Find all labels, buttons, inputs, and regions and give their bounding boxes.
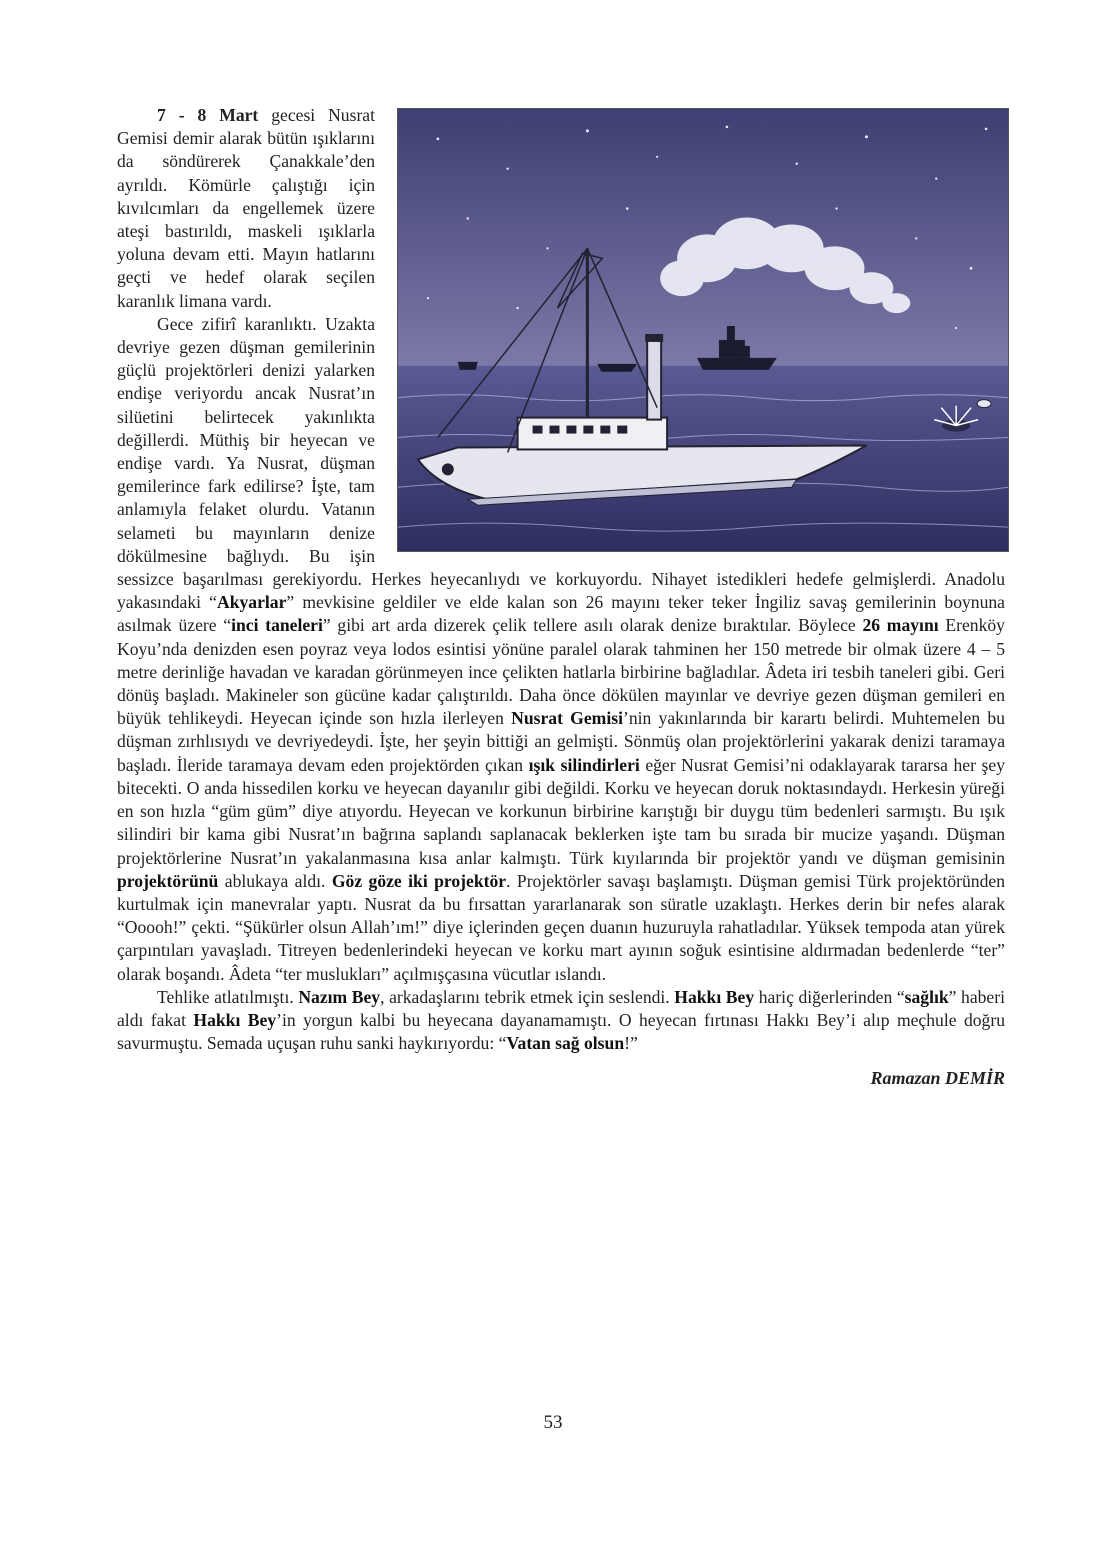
bold-term: Nazım Bey [298, 986, 381, 1007]
text-run: ’nin yakınlarında bir karartı belirdi. Muhtemelen bu düşman zırhlısıydı ve devriyedeydi. İşte, her şeyin bittiği an gelmişti. Sönmüş olan projektörlerini yakarak denizi taramaya başladı. İleride taramaya devam eden projektörden çıkan [117, 708, 1005, 775]
bold-term: sağlık [904, 986, 949, 1007]
text-run: gecesi Nusrat Gemisi demir alarak bütün ışıklarını da söndürerek Çanakkale’den ayrıldı. Kömürle çalıştığı için kıvılcımları da engellemek üzere ateşi bastırıldı, maskeli ışıklarla yoluna devam etti. Mayın hatlarını geçti ve hedef olarak seçilen karanlık limana vardı. [117, 105, 376, 311]
text-run: ’in yorgun kalbi bu heyecana dayanamamıştı. O heyecan fırtınası Hakkı Bey’i alıp meçhule doğru savurmuştu. Semada uçuşan ruhu sanki haykırıyordu: “ [117, 1009, 1006, 1054]
text-run: !” [624, 1033, 638, 1054]
text-run: ” haberi aldı fakat [117, 986, 1005, 1030]
nusrat-ship-illustration [397, 108, 1009, 552]
text-run: ablukaya aldı. [218, 870, 332, 891]
text-run: , arkadaşlarını tebrik etmek için seslendi. [380, 986, 675, 1007]
bold-term: 26 mayını [862, 615, 939, 636]
text-run: Erenköy Koyu’nda denizden esen poyraz veya lodos esintisi yönüne paralel olarak tahminen her 150 metrede bir olmak üzere 4 – 5 metre derinliğe havadan ve karadan görünmeyen ince çelikten hatlarla birbirine bağladılar. Âdeta iri tesbih taneleri gibi. Geri dönüş başladı. Makineler son gücüne kadar çalıştırıldı. Daha önce dökülen mayınlar ve devriye gezen düşman gemileri en büyük tehlikeydi. Heyecan içinde son hızla ilerleyen [117, 615, 1005, 729]
bold-term: inci taneleri [231, 615, 323, 636]
text-run: eğer Nusrat Gemisi’ni odaklayarak tararsa her şey bitecekti. O anda hissedilen korku ve heyecan dayanılır gibi değildi. Korku ve heyecan doruk noktasındaydı. Herkesin yüreği en son hızla “güm güm” diye atıyordu. Heyecan ve korkunun birbirine karıştığı bir duygu tüm bedenleri sarmıştı. Bu ışık silindiri bir kama gibi Nusrat’ın bağrına saplandı saplanacak beklerken işte tam bu sırada bir mucize yaşandı. Düşman projektörlerine Nusrat’ın yakalanmasına kısa anlar kalmıştı. Türk kıyılarında bir projektör yandı ve düşman gemisinin [117, 754, 1005, 868]
bold-term: Hakkı Bey [674, 986, 755, 1007]
text-run: ” mevkisine geldiler ve elde kalan son 26 mayını teker teker İngiliz savaş gemilerinin boynuna asılmak üzere “ [117, 592, 1005, 636]
author-signature: Ramazan DEMİR [870, 1068, 1005, 1089]
bold-term: Akyarlar [216, 592, 287, 613]
article-body [117, 104, 1005, 1091]
paragraph-3 [117, 986, 1005, 1056]
page-number: 53 [543, 1412, 563, 1433]
text-run: . Projektörler savaşı başlamıştı. Düşman gemisi Türk projektöründen kurtulmak için manevralar yaptı. Nusrat da bu fırsattan yararlanarak son süratle uzaklaştı. Herkes derin bir nefes alarak “Ooooh!” çekti. “Şükürler olsun Allah’ım!” diye içlerinden geçen duanın huzuruyla rahatladılar. Yüksek tempoda atan yürek çarpıntıları yavaşladı. Titreyen bedenlerindeki heyecan ve korku mart ayının soğuk esintisine aldırmadan bedenlerde “ter” olarak boşandı. Âdeta “ter muslukları” açılmışçasına vücutlar ıslandı. [117, 870, 1006, 984]
text-run: Gece zifirî karanlıktı. Uzakta devriye gezen düşman gemilerinin güçlü projektörleri denizi yalarken endişe veriyordu ancak Nusrat’ın silüetini belirtecek yakınlıkta değillerdi. Müthiş bir heyecan ve endişe vardı. Ya Nusrat, düşman gemilerince fark edilirse? İşte, tam anlamıyla felaket olurdu. Vatanın selameti bu mayınların denize dökülmesine bağlıydı. Bu işin sessizce başarılması gerekiyordu. Herkes heyecanlıydı ve korkuyordu. Nihayet istedikleri hedefe gelmişlerdi. Anadolu yakasındaki “ [117, 313, 1005, 613]
illustration-svg [398, 109, 1008, 551]
bold-term: projektörünü [117, 870, 219, 891]
bold-term: Nusrat Gemisi [511, 708, 623, 729]
bold-term: Göz göze iki projektör [331, 870, 507, 891]
bold-date: 7 - 8 Mart [157, 105, 259, 125]
bold-term: Hakkı Bey [193, 1009, 277, 1030]
text-run: Tehlike atlatılmıştı. [157, 986, 299, 1007]
text-run: ” gibi art arda dizerek çelik tellere asılı olarak denize bıraktılar. Böylece [322, 615, 863, 636]
bold-term: ışık silindirleri [528, 754, 640, 775]
bold-term: Vatan sağ olsun [506, 1033, 625, 1054]
text-run: hariç diğerlerinden “ [754, 986, 905, 1007]
